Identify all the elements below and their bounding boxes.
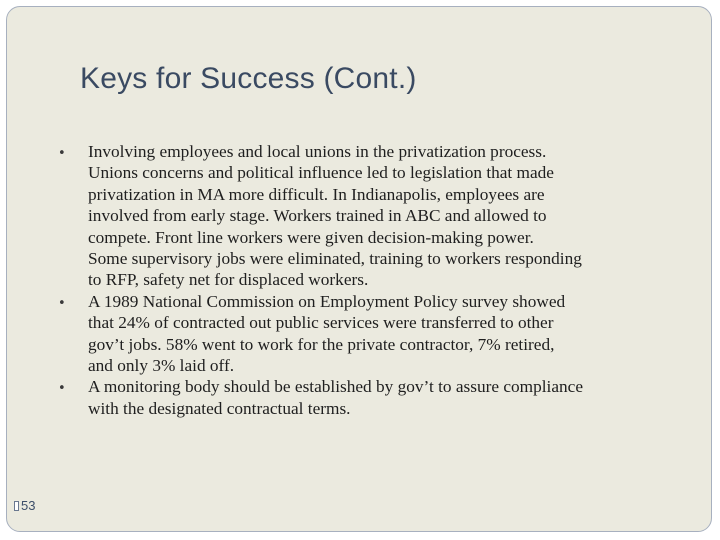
slide-number-text: 53 bbox=[21, 498, 36, 513]
bullet-line: A monitoring body should be established by gov’t to assure compliance bbox=[88, 377, 584, 397]
bullet-line: Unions concerns and political influence led to legislation that made bbox=[88, 163, 554, 183]
bullet-line: Involving employees and local unions in the privatization process. bbox=[88, 142, 547, 161]
bullet-line: compete. Front line workers were given decision-making power. bbox=[88, 227, 534, 247]
slide-number bbox=[14, 498, 35, 513]
bullet-item bbox=[58, 141, 658, 291]
bullet-line: A 1989 National Commission on Employment Policy survey showed bbox=[88, 291, 566, 311]
slide-title: Keys for Success (Cont.) bbox=[80, 62, 417, 95]
bullet-list bbox=[58, 141, 658, 419]
bullet-line: Some supervisory jobs were eliminated, training to workers responding bbox=[88, 249, 582, 269]
bullet-line: that 24% of contracted out public services were transferred to other bbox=[88, 313, 554, 333]
bullet-item bbox=[58, 291, 658, 377]
bullet-dot-icon: • bbox=[58, 295, 66, 311]
bullet-line: and only 3% laid off. bbox=[88, 356, 235, 376]
bullet-item bbox=[58, 376, 658, 419]
slide-number-marker-icon bbox=[14, 501, 19, 511]
bullet-line: gov’t jobs. 58% went to work for the private contractor, 7% retired, bbox=[88, 334, 555, 354]
bullet-line: involved from early stage. Workers trained in ABC and allowed to bbox=[88, 206, 547, 226]
bullet-line: privatization in MA more difficult. In Indianapolis, employees are bbox=[88, 184, 545, 204]
bullet-dot-icon: • bbox=[58, 381, 66, 397]
bullet-line: with the designated contractual terms. bbox=[88, 398, 351, 418]
bullet-line: to RFP, safety net for displaced workers. bbox=[88, 270, 369, 290]
bullet-dot-icon: • bbox=[58, 146, 66, 161]
